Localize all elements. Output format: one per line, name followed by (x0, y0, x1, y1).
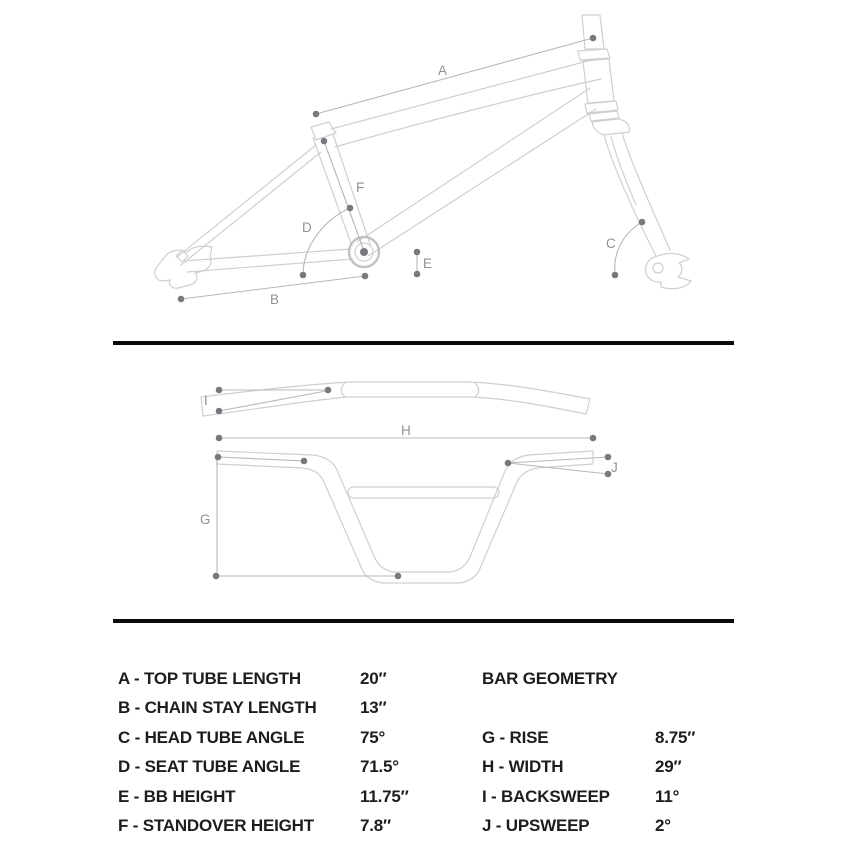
fork-dropout (645, 253, 691, 288)
dim-dot (213, 573, 220, 580)
label-A: A (438, 63, 448, 78)
label-C: C (606, 236, 616, 251)
label-E: E (423, 256, 433, 271)
dim-dot (639, 219, 646, 226)
bar-dimension-dots (213, 387, 612, 580)
handlebar-drawing (201, 382, 593, 583)
spec-row (118, 752, 458, 781)
fork-crown (592, 119, 629, 135)
bar-crossbar (348, 487, 499, 498)
bar-frontview-lower-contour (217, 464, 593, 583)
dim-dot (216, 387, 223, 394)
seat-stay-upper (177, 145, 316, 257)
dim-arc-C-head-angle (615, 222, 642, 275)
spec-label: B - CHAIN STAY LENGTH (118, 698, 317, 718)
spec-value: 20″ (360, 669, 387, 688)
spec-label: I - BACKSWEEP (482, 786, 610, 806)
bar-geometry-diagram (0, 345, 850, 619)
dim-arc-D-seat-angle (303, 208, 350, 275)
dim-dot (505, 460, 512, 467)
dim-dot (590, 35, 597, 42)
spec-label: C - HEAD TUBE ANGLE (118, 727, 305, 747)
spec-label: H - WIDTH (482, 757, 564, 777)
spec-row (482, 782, 782, 811)
spec-label: D - SEAT TUBE ANGLE (118, 757, 301, 777)
dim-line-J-lower (508, 463, 608, 474)
label-G: G (200, 512, 211, 527)
spec-label: G - RISE (482, 727, 549, 747)
seat-tube-right-edge (333, 134, 371, 247)
frame-dimension-dots (178, 35, 646, 303)
label-I: I (204, 393, 208, 408)
spec-row (482, 752, 782, 781)
bar-topview-left-cap (201, 397, 203, 416)
dim-dot (590, 435, 597, 442)
dim-dot (347, 205, 354, 212)
frame-geometry-diagram (0, 0, 850, 343)
dim-dot (215, 454, 222, 461)
down-tube-upper-edge (357, 88, 590, 242)
fork-blade-detail (611, 137, 636, 205)
bar-geometry-title: BAR GEOMETRY (482, 669, 618, 688)
headset-top-cap (578, 49, 610, 60)
label-D: D (302, 220, 312, 235)
spec-value: 75° (360, 727, 386, 747)
seat-tube-opening (311, 122, 336, 140)
spec-value: 11.75″ (360, 786, 409, 806)
bar-geometry-column (482, 664, 782, 840)
label-H: H (401, 423, 411, 438)
dim-dot (360, 248, 368, 256)
spec-value: 29″ (655, 757, 682, 777)
spec-row (482, 811, 782, 840)
steerer-tube (582, 15, 604, 49)
seat-stay-lower (181, 152, 321, 265)
fork-dropout-hole (653, 263, 663, 273)
label-B: B (270, 292, 280, 307)
down-tube-lower-edge (368, 109, 596, 256)
label-J: J (611, 460, 618, 475)
spec-row (118, 811, 458, 840)
spec-row (118, 782, 458, 811)
top-tube-lower-edge (335, 79, 601, 147)
spec-row (118, 723, 458, 752)
spec-value: 13″ (360, 698, 387, 718)
bar-topview-right-cap (586, 399, 590, 414)
spec-row (118, 664, 458, 693)
geometry-spec-table (0, 664, 850, 850)
section-divider-bottom (113, 619, 734, 623)
dim-dot (362, 273, 369, 280)
frame-geometry-column (118, 664, 458, 840)
spec-label: E - BB HEIGHT (118, 786, 236, 806)
bar-topview-right-sleeve (474, 382, 479, 397)
dim-dot (216, 408, 223, 415)
bar-frontview-upper-contour (217, 451, 593, 572)
spec-value: 8.75″ (655, 727, 696, 747)
dim-line-F-seat-tube-axis (324, 141, 364, 251)
dim-dot (325, 387, 332, 394)
dim-dot (300, 272, 307, 279)
dim-dot (301, 458, 308, 465)
spec-value: 2° (655, 815, 671, 835)
spec-label: A - TOP TUBE LENGTH (118, 669, 301, 688)
bar-dimension-lines (216, 390, 608, 576)
spec-row (482, 723, 782, 752)
label-F: F (356, 180, 365, 195)
bar-topview-lower-edge (203, 397, 586, 416)
dim-dot (395, 573, 402, 580)
spec-value: 11° (655, 786, 680, 806)
bar-topview-left-sleeve (341, 382, 346, 397)
spec-value: 71.5° (360, 757, 399, 777)
dim-dot (216, 435, 223, 442)
dim-dot (178, 296, 185, 303)
spacer (482, 693, 782, 722)
spec-value: 7.8″ (360, 815, 391, 835)
dim-dot (313, 111, 320, 118)
dim-dot (321, 138, 328, 145)
spec-label: F - STANDOVER HEIGHT (118, 815, 314, 835)
dim-dot (414, 271, 421, 278)
head-tube (583, 59, 614, 103)
dim-line-A-top-tube (316, 38, 593, 114)
dim-dot (612, 272, 619, 279)
frame-dimension-lines (181, 38, 642, 299)
chain-stay-upper (184, 249, 351, 261)
top-tube-upper-edge (331, 59, 595, 129)
dim-dot (414, 249, 421, 256)
spec-label: J - UPSWEEP (482, 815, 590, 835)
chain-stay-lower (187, 259, 353, 272)
dim-line-left-grip-axis (219, 457, 304, 461)
spec-row (118, 693, 458, 722)
